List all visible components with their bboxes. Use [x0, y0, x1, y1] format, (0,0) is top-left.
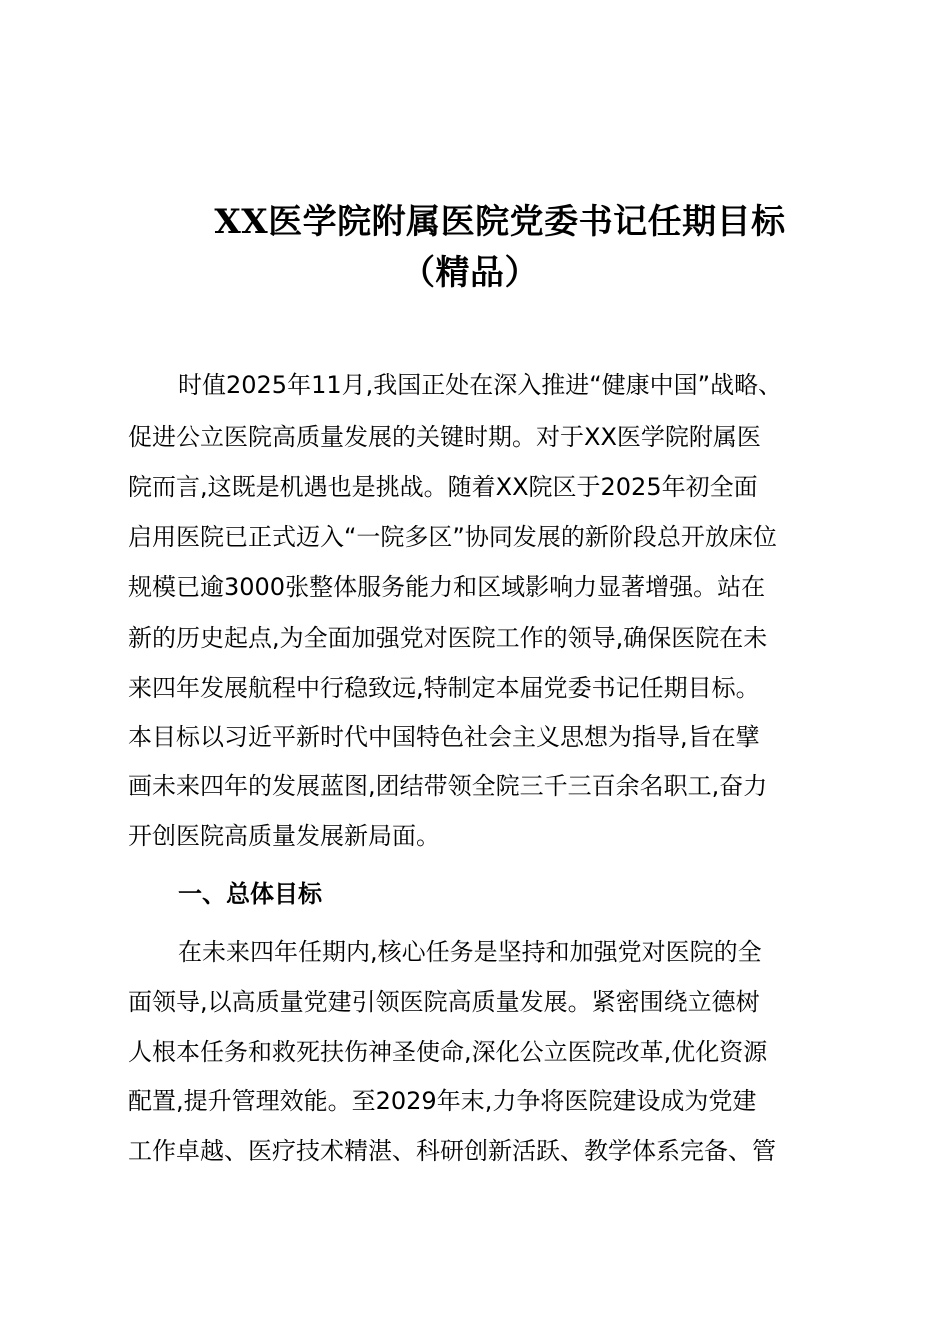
- intro-line: 画未来四年的发展蓝图,团结带领全院三千三百余名职工,奋力: [128, 772, 768, 800]
- intro-line: 院而言,这既是机遇也是挑战。随着XX院区于2025年初全面: [128, 473, 758, 501]
- document-title: XX医学院附属医院党委书记任期目标: [214, 202, 786, 242]
- section-line: 面领导,以高质量党建引领医院高质量发展。紧密围绕立德树: [128, 988, 760, 1016]
- section-line: 人根本任务和救死扶伤神圣使命,深化公立医院改革,优化资源: [128, 1038, 768, 1066]
- document-subtitle: （精品）: [401, 253, 539, 293]
- intro-line: 开创医院高质量发展新局面。: [128, 822, 440, 850]
- intro-line: 时值2025年11月,我国正处在深入推进“健康中国”战略、: [178, 371, 783, 399]
- section-line: 配置,提升管理效能。至2029年末,力争将医院建设成为党建: [128, 1087, 757, 1115]
- section-line: 在未来四年任期内,核心任务是坚持和加强党对医院的全: [178, 938, 762, 966]
- intro-line: 启用医院已正式迈入“一院多区”协同发展的新阶段总开放床位: [128, 523, 777, 551]
- intro-line: 促进公立医院高质量发展的关键时期。对于XX医学院附属医: [128, 423, 761, 451]
- intro-line: 新的历史起点,为全面加强党对医院工作的领导,确保医院在未: [128, 624, 768, 652]
- section-heading: 一、总体目标: [178, 880, 322, 908]
- intro-line: 本目标以习近平新时代中国特色社会主义思想为指导,旨在擘: [128, 723, 760, 751]
- intro-line: 规模已逾3000张整体服务能力和区域影响力显著增强。站在: [128, 573, 766, 601]
- intro-line: 来四年发展航程中行稳致远,特制定本届党委书记任期目标。: [128, 674, 760, 702]
- section-line: 工作卓越、医疗技术精湛、科研创新活跃、教学体系完备、管: [128, 1137, 776, 1165]
